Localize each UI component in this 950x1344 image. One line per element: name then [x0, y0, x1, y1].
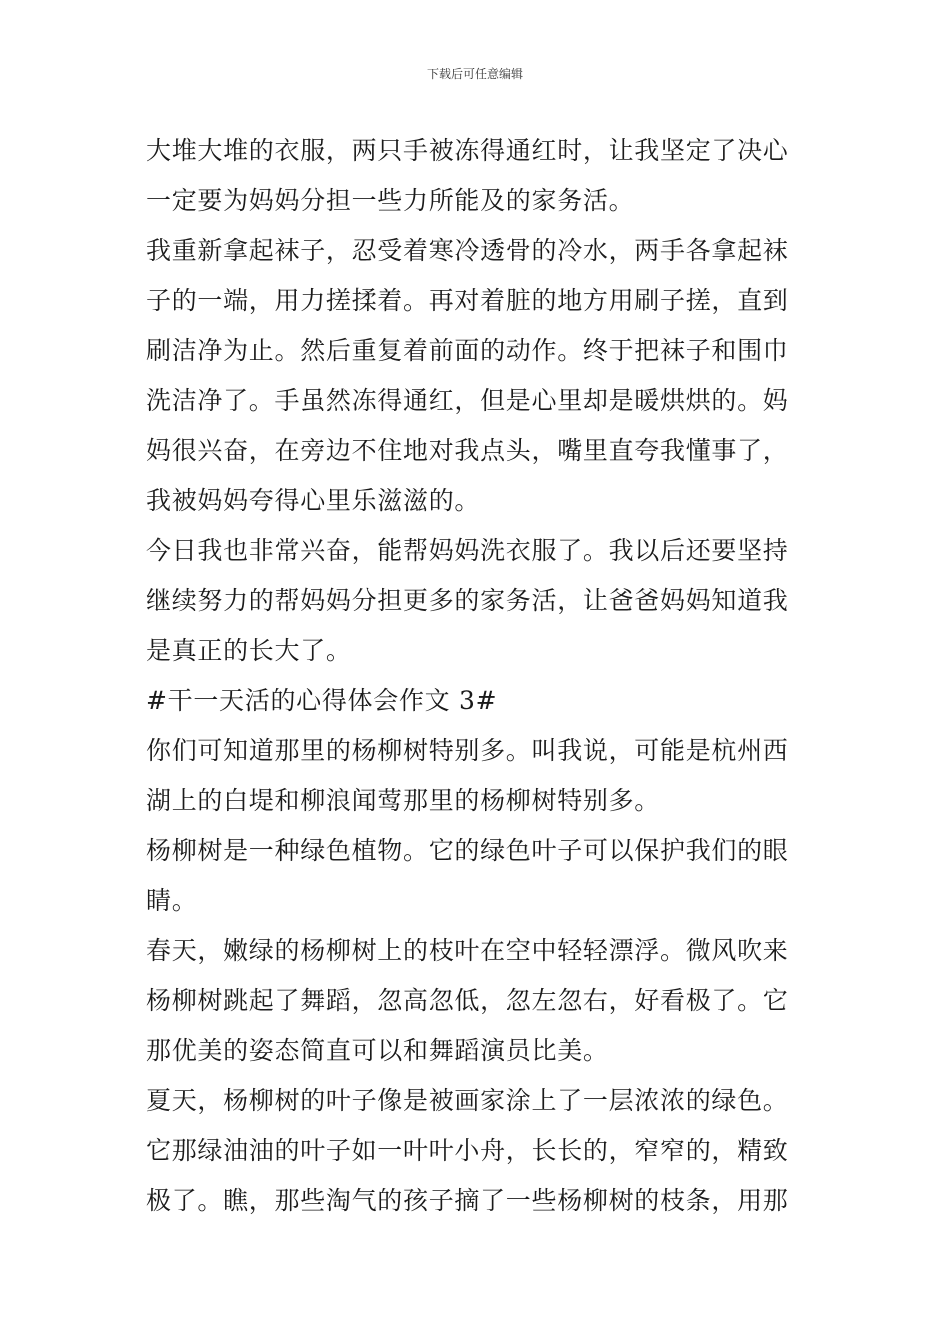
text-line: 今日我也非常兴奋，能帮妈妈洗衣服了。我以后还要坚持: [146, 536, 789, 565]
text-line: 大堆大堆的衣服，两只手被冻得通红时，让我坚定了决心: [146, 136, 789, 165]
text-line: 夏天，杨柳树的叶子像是被画家涂上了一层浓浓的绿色。: [146, 1086, 789, 1115]
text-line: 一定要为妈妈分担一些力所能及的家务活。: [146, 186, 635, 215]
text-line: 极了。瞧，那些淘气的孩子摘了一些杨柳树的枝条，用那: [146, 1186, 789, 1215]
text-line: 妈很兴奋，在旁边不住地对我点头，嘴里直夸我懂事了，: [146, 436, 789, 465]
text-line: 我重新拿起袜子，忍受着寒冷透骨的冷水，两手各拿起袜: [146, 236, 789, 265]
page-header: 下载后可任意编辑: [426, 67, 523, 81]
text-line: 睛。: [146, 886, 198, 915]
section-heading: #干一天活的心得体会作文 3#: [146, 686, 498, 715]
text-line: 你们可知道那里的杨柳树特别多。叫我说，可能是杭州西: [146, 736, 789, 765]
text-line: 湖上的白堤和柳浪闻莺那里的杨柳树特别多。: [146, 786, 661, 815]
text-line: 子的一端，用力搓揉着。再对着脏的地方用刷子搓，直到: [146, 286, 789, 315]
text-line: 继续努力的帮妈妈分担更多的家务活，让爸爸妈妈知道我: [146, 586, 789, 615]
text-line: 那优美的姿态简直可以和舞蹈演员比美。: [146, 1036, 609, 1065]
text-line: 洗洁净了。手虽然冻得通红，但是心里却是暖烘烘的。妈: [146, 386, 789, 415]
document-body: [146, 126, 810, 1226]
text-line: 杨柳树是一种绿色植物。它的绿色叶子可以保护我们的眼: [146, 836, 789, 865]
text-line: 刷洁净为止。然后重复着前面的动作。终于把袜子和围巾: [146, 336, 789, 365]
text-line: 是真正的长大了。: [146, 636, 352, 665]
text-line: 它那绿油油的叶子如一叶叶小舟，长长的，窄窄的，精致: [146, 1136, 789, 1165]
text-line: 杨柳树跳起了舞蹈，忽高忽低，忽左忽右，好看极了。它: [146, 986, 789, 1015]
text-line: 我被妈妈夸得心里乐滋滋的。: [146, 486, 481, 515]
text-line: 春天，嫩绿的杨柳树上的枝叶在空中轻轻漂浮。微风吹来: [146, 936, 789, 965]
